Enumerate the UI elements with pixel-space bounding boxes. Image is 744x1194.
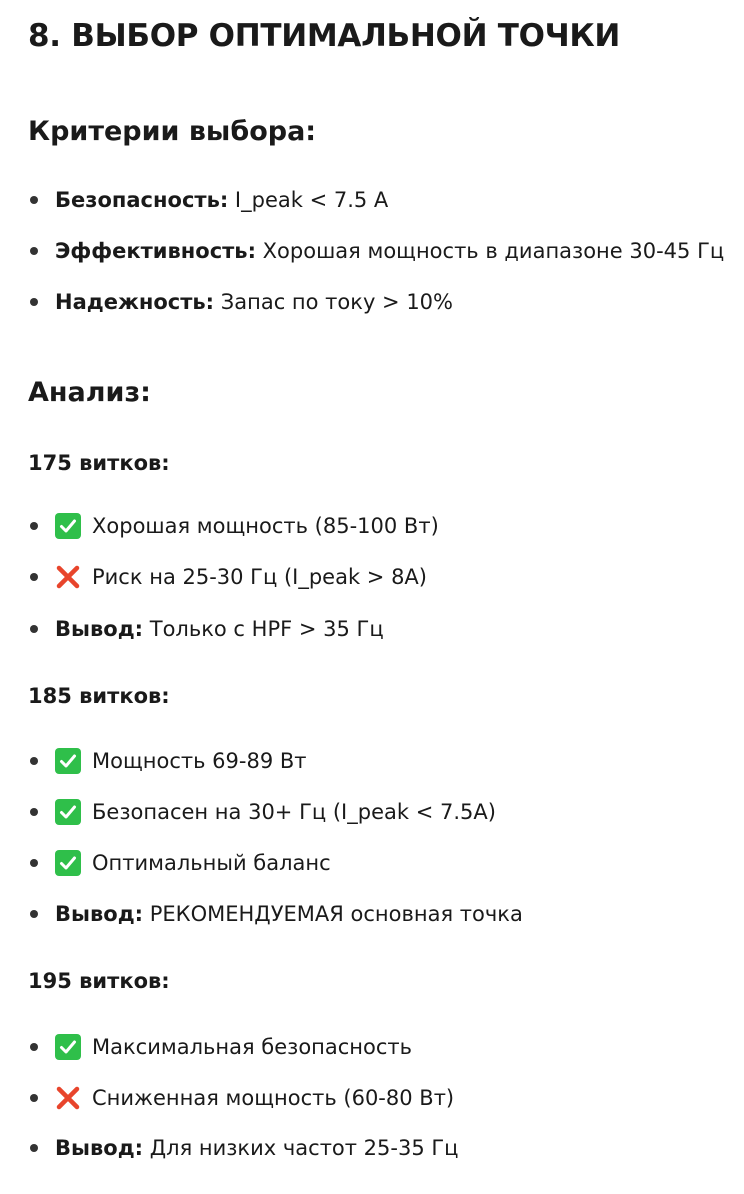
check-mark-icon <box>55 799 81 825</box>
item-text: Максимальная безопасность <box>92 1035 413 1059</box>
list-item <box>30 850 331 876</box>
group-title-195: 195 витков: <box>28 969 170 993</box>
check-mark-icon <box>55 748 81 774</box>
item-text: Сниженная мощность (60-80 Вт) <box>92 1086 455 1110</box>
check-mark-icon <box>55 1034 81 1060</box>
list-item <box>30 564 427 590</box>
bullet <box>30 910 38 918</box>
bullet <box>30 196 38 204</box>
bullet <box>30 522 38 530</box>
conclusion-text: Для низких частот 25-35 Гц <box>143 1136 459 1160</box>
bullet <box>30 625 38 633</box>
conclusion-text: РЕКОМЕНДУЕМАЯ основная точка <box>143 902 523 926</box>
conclusion-text: Только с HPF > 35 Гц <box>143 617 384 641</box>
group-title-185: 185 витков: <box>28 684 170 708</box>
criteria-label: Эффективность: <box>55 239 256 263</box>
conclusion-label: Вывод: <box>55 617 144 641</box>
page-title: 8. ВЫБОР ОПТИМАЛЬНОЙ ТОЧКИ <box>28 18 621 54</box>
list-item <box>30 748 307 774</box>
check-mark-icon <box>55 850 81 876</box>
cross-mark-icon <box>55 1085 81 1111</box>
bullet <box>30 298 38 306</box>
criteria-text: I_peak < 7.5 A <box>228 188 389 212</box>
criteria-label: Безопасность: <box>55 188 229 212</box>
criteria-item-safety <box>30 188 388 212</box>
list-item <box>30 799 496 825</box>
conclusion-item <box>30 617 384 641</box>
bullet <box>30 1094 38 1102</box>
analysis-heading: Анализ: <box>28 377 151 408</box>
cross-mark-icon <box>55 564 81 590</box>
bullet <box>30 247 38 255</box>
conclusion-item <box>30 1136 458 1160</box>
group-title-175: 175 витков: <box>28 451 170 475</box>
criteria-item-reliability <box>30 290 453 314</box>
list-item <box>30 1085 454 1111</box>
criteria-text: Хорошая мощность в диапазоне 30-45 Гц <box>256 239 725 263</box>
item-text: Оптимальный баланс <box>92 851 331 875</box>
check-mark-icon <box>55 513 81 539</box>
criteria-text: Запас по току > 10% <box>214 290 453 314</box>
bullet <box>30 757 38 765</box>
conclusion-item <box>30 902 523 926</box>
list-item <box>30 513 439 539</box>
item-text: Риск на 25-30 Гц (I_peak > 8A) <box>92 565 427 589</box>
item-text: Безопасен на 30+ Гц (I_peak < 7.5A) <box>92 800 496 824</box>
list-item <box>30 1034 412 1060</box>
criteria-item-efficiency <box>30 239 724 263</box>
criteria-label: Надежность: <box>55 290 215 314</box>
bullet <box>30 859 38 867</box>
criteria-heading: Критерии выбора: <box>28 116 317 147</box>
item-text: Мощность 69-89 Вт <box>92 749 307 773</box>
conclusion-label: Вывод: <box>55 902 144 926</box>
bullet <box>30 1043 38 1051</box>
bullet <box>30 573 38 581</box>
conclusion-label: Вывод: <box>55 1136 144 1160</box>
bullet <box>30 1144 38 1152</box>
item-text: Хорошая мощность (85-100 Вт) <box>92 514 439 538</box>
bullet <box>30 808 38 816</box>
